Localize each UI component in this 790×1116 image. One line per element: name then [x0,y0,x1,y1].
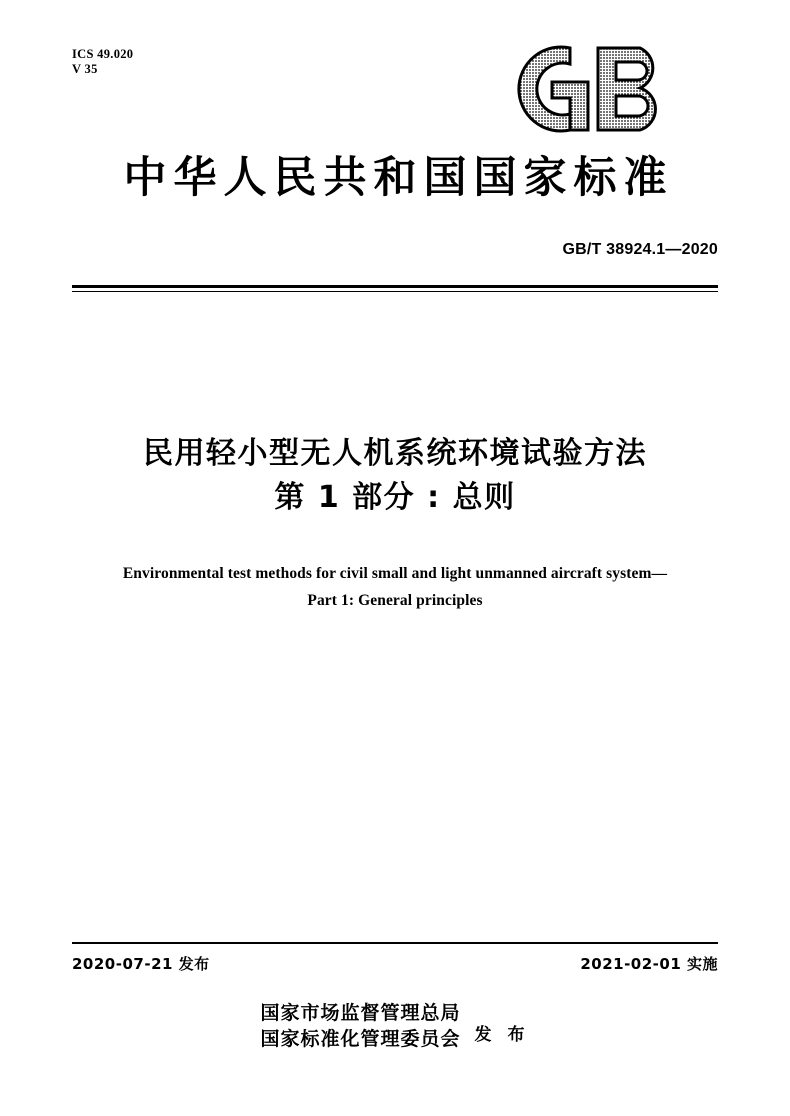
publisher-org-line1: 国家市场监督管理总局 [260,1002,461,1024]
document-title-english-line2: Part 1: General principles [307,592,483,609]
classification-code: V 35 [72,61,98,76]
effective-date: 2021-02-01 实施 [580,955,718,973]
document-title-chinese-line2: 第 1 部分 : 总则 [274,480,516,515]
national-standard-title: 中华人民共和国国家标准 [123,153,674,203]
gb-emblem-icon [508,42,688,136]
footer-rule [72,942,718,944]
publisher-block [0,1000,790,1052]
document-title-english [0,560,790,614]
document-title-chinese-line1: 民用轻小型无人机系统环境试验方法 [143,436,647,471]
document-title-chinese [0,432,790,520]
header-rule-thin [72,291,718,292]
ics-classification-block [72,47,133,76]
publisher-org-line2: 国家标准化管理委员会 [260,1028,461,1050]
document-title-english-line1: Environmental test methods for civil small and light unmanned aircraft system— [122,565,668,582]
issue-date: 2020-07-21 发布 [72,955,210,973]
ics-number: ICS 49.020 [72,47,134,61]
publisher-verb: 发 布 [474,1024,530,1045]
date-row [72,953,718,974]
header-rule-thick [72,285,718,288]
standard-number: GB/T 38924.1—2020 [562,241,718,258]
publisher-organizations [261,1000,461,1052]
